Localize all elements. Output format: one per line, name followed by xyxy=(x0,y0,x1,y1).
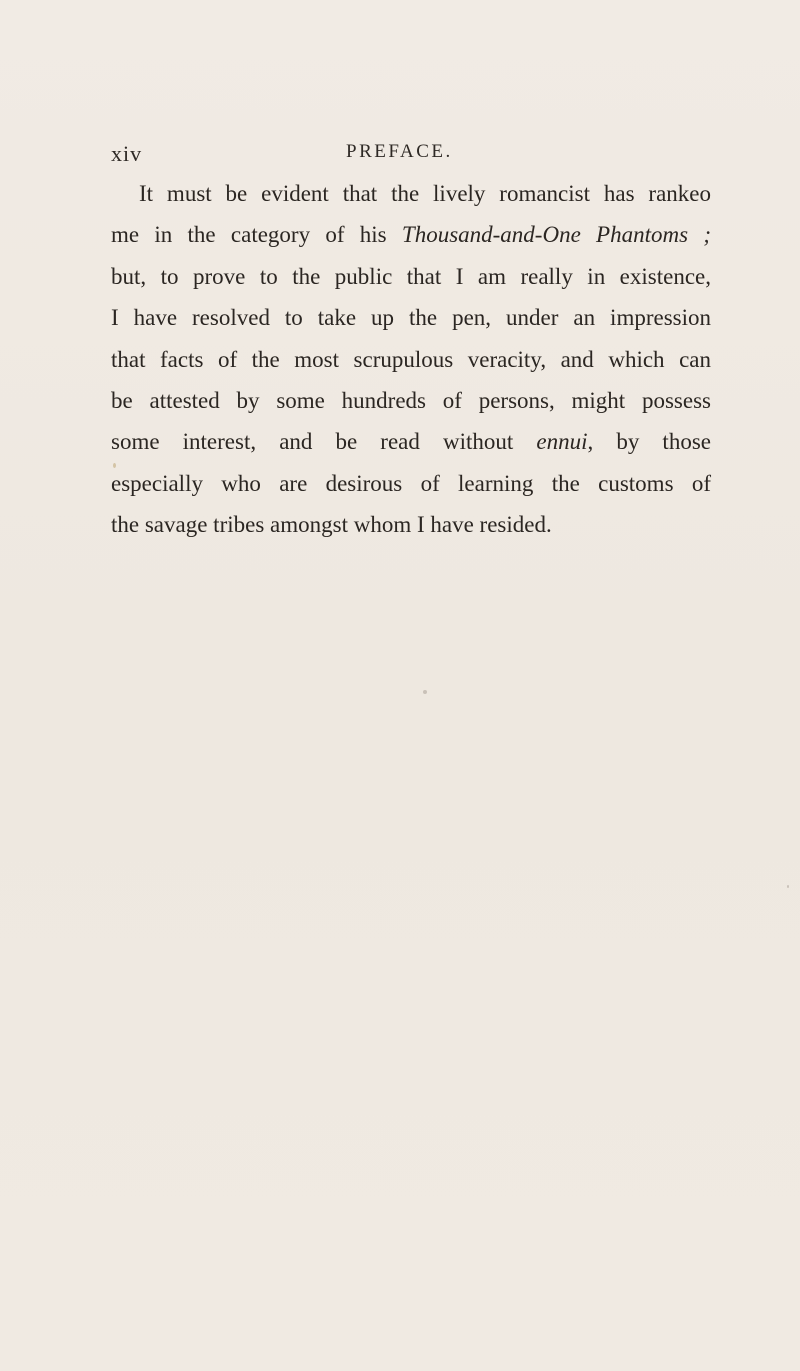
text-line: but, to prove to the public that I am really in existence, xyxy=(111,263,711,289)
page-number: xiv xyxy=(111,141,143,166)
text-line: be attested by some hundreds of persons, might possess xyxy=(111,388,711,414)
text-line: I have resolved to take up the pen, under an impression xyxy=(111,305,711,331)
text-line: the savage tribes amongst whom I have resided. xyxy=(111,512,552,538)
text-line: me in the category of his Thousand-and-One Phantoms ; xyxy=(111,222,711,248)
paper-speck xyxy=(113,463,116,468)
text-line: that facts of the most scrupulous veracity, and which can xyxy=(111,346,711,372)
text-line: some interest, and be read without ennui, by those xyxy=(111,429,711,455)
running-head xyxy=(111,141,711,167)
paper-speck xyxy=(787,885,789,888)
text-line: especially who are desirous of learning the customs of xyxy=(111,470,711,496)
paper-speck xyxy=(423,690,427,694)
italic-title: Thousand-and-One Phantoms ; xyxy=(401,222,711,248)
running-head-title: PREFACE. xyxy=(346,141,453,162)
text-line: It must be evident that the lively romancist has rankeo xyxy=(139,181,711,206)
preface-paragraph xyxy=(111,173,711,546)
italic-word: ennui xyxy=(536,429,588,455)
